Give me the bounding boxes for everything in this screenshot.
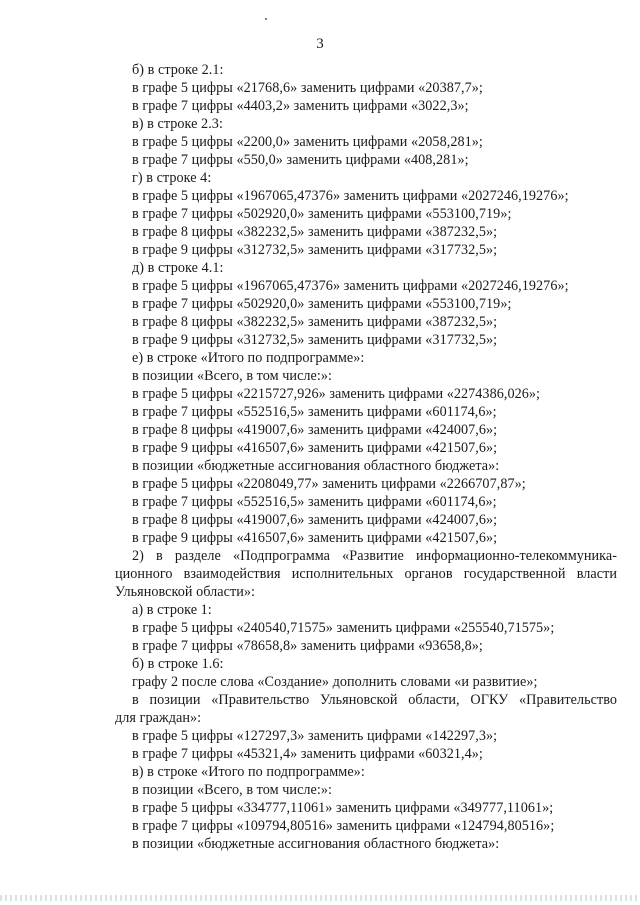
text-line: в позиции «Всего, в том числе:»: <box>132 782 333 798</box>
text-line: в графе 9 цифры «312732,5» заменить цифрами «317732,5»; <box>132 242 498 258</box>
text-line: графу 2 после слова «Создание» дополнить словами «и развитие»; <box>132 674 538 690</box>
text-line: в) в строке 2.3: <box>132 116 223 132</box>
text-line: б) в строке 1.6: <box>132 656 224 672</box>
text-line: в графе 5 цифры «1967065,47376» заменить цифрами «2027246,19276»; <box>132 188 569 204</box>
text-line: е) в строке «Итого по подпрограмме»: <box>132 350 365 366</box>
text-line: д) в строке 4.1: <box>132 260 224 276</box>
text-line: в графе 7 цифры «109794,80516» заменить цифрами «124794,80516»; <box>132 818 555 834</box>
text-line: в графе 5 цифры «1967065,47376» заменить цифрами «2027246,19276»; <box>132 278 569 294</box>
text-line: в графе 7 цифры «552516,5» заменить цифрами «601174,6»; <box>132 494 497 510</box>
text-line: в графе 5 цифры «127297,3» заменить цифрами «142297,3»; <box>132 728 498 744</box>
text-line: в графе 5 цифры «2215727,926» заменить цифрами «2274386,026»; <box>132 386 541 402</box>
text-line: в графе 7 цифры «552516,5» заменить цифрами «601174,6»; <box>132 404 497 420</box>
text-line: в графе 7 цифры «550,0» заменить цифрами «408,281»; <box>132 152 469 168</box>
text-line: в графе 7 цифры «78658,8» заменить цифрами «93658,8»; <box>132 638 483 654</box>
scan-edge-noise <box>0 895 640 901</box>
page-number: 3 <box>316 36 324 52</box>
text-line: в графе 9 цифры «416507,6» заменить цифрами «421507,6»; <box>132 530 498 546</box>
text-line: в графе 5 цифры «21768,6» заменить цифрами «20387,7»; <box>132 80 483 96</box>
text-line: в графе 8 цифры «382232,5» заменить цифрами «387232,5»; <box>132 224 498 240</box>
text-line: в графе 9 цифры «416507,6» заменить цифрами «421507,6»; <box>132 440 498 456</box>
text-line: для граждан»: <box>115 710 202 726</box>
text-line: в графе 7 цифры «502920,0» заменить цифрами «553100,719»; <box>132 296 512 312</box>
text-line: в графе 7 цифры «45321,4» заменить цифрами «60321,4»; <box>132 746 483 762</box>
text-line: Ульяновской области»: <box>115 584 256 600</box>
text-line: ционного взаимодействия исполнительных органов государственной власти <box>115 566 617 582</box>
text-line: в графе 9 цифры «312732,5» заменить цифрами «317732,5»; <box>132 332 498 348</box>
text-line: в позиции «Правительство Ульяновской области, ОГКУ «Правительство <box>132 692 617 708</box>
text-line: в графе 8 цифры «382232,5» заменить цифрами «387232,5»; <box>132 314 498 330</box>
text-line: в графе 5 цифры «2200,0» заменить цифрами «2058,281»; <box>132 134 483 150</box>
text-line: а) в строке 1: <box>132 602 212 618</box>
text-line: в позиции «Всего, в том числе:»: <box>132 368 333 384</box>
text-line: в графе 5 цифры «240540,71575» заменить цифрами «255540,71575»; <box>132 620 555 636</box>
text-line: в графе 8 цифры «419007,6» заменить цифрами «424007,6»; <box>132 422 498 438</box>
text-line: 2) в разделе «Подпрограмма «Развитие информационно-телекоммуника- <box>132 548 617 564</box>
text-line: в графе 7 цифры «502920,0» заменить цифрами «553100,719»; <box>132 206 512 222</box>
text-line: б) в строке 2.1: <box>132 62 224 78</box>
text-line: в графе 7 цифры «4403,2» заменить цифрами «3022,3»; <box>132 98 469 114</box>
text-line: в графе 8 цифры «419007,6» заменить цифрами «424007,6»; <box>132 512 498 528</box>
text-line: в позиции «бюджетные ассигнования областного бюджета»: <box>132 458 500 474</box>
text-line: в графе 5 цифры «2208049,77» заменить цифрами «2266707,87»; <box>132 476 526 492</box>
scan-speck <box>265 18 267 20</box>
text-line: в) в строке «Итого по подпрограмме»: <box>132 764 365 780</box>
text-line: в графе 5 цифры «334777,11061» заменить цифрами «349777,11061»; <box>132 800 554 816</box>
text-line: в позиции «бюджетные ассигнования областного бюджета»: <box>132 836 500 852</box>
text-line: г) в строке 4: <box>132 170 212 186</box>
